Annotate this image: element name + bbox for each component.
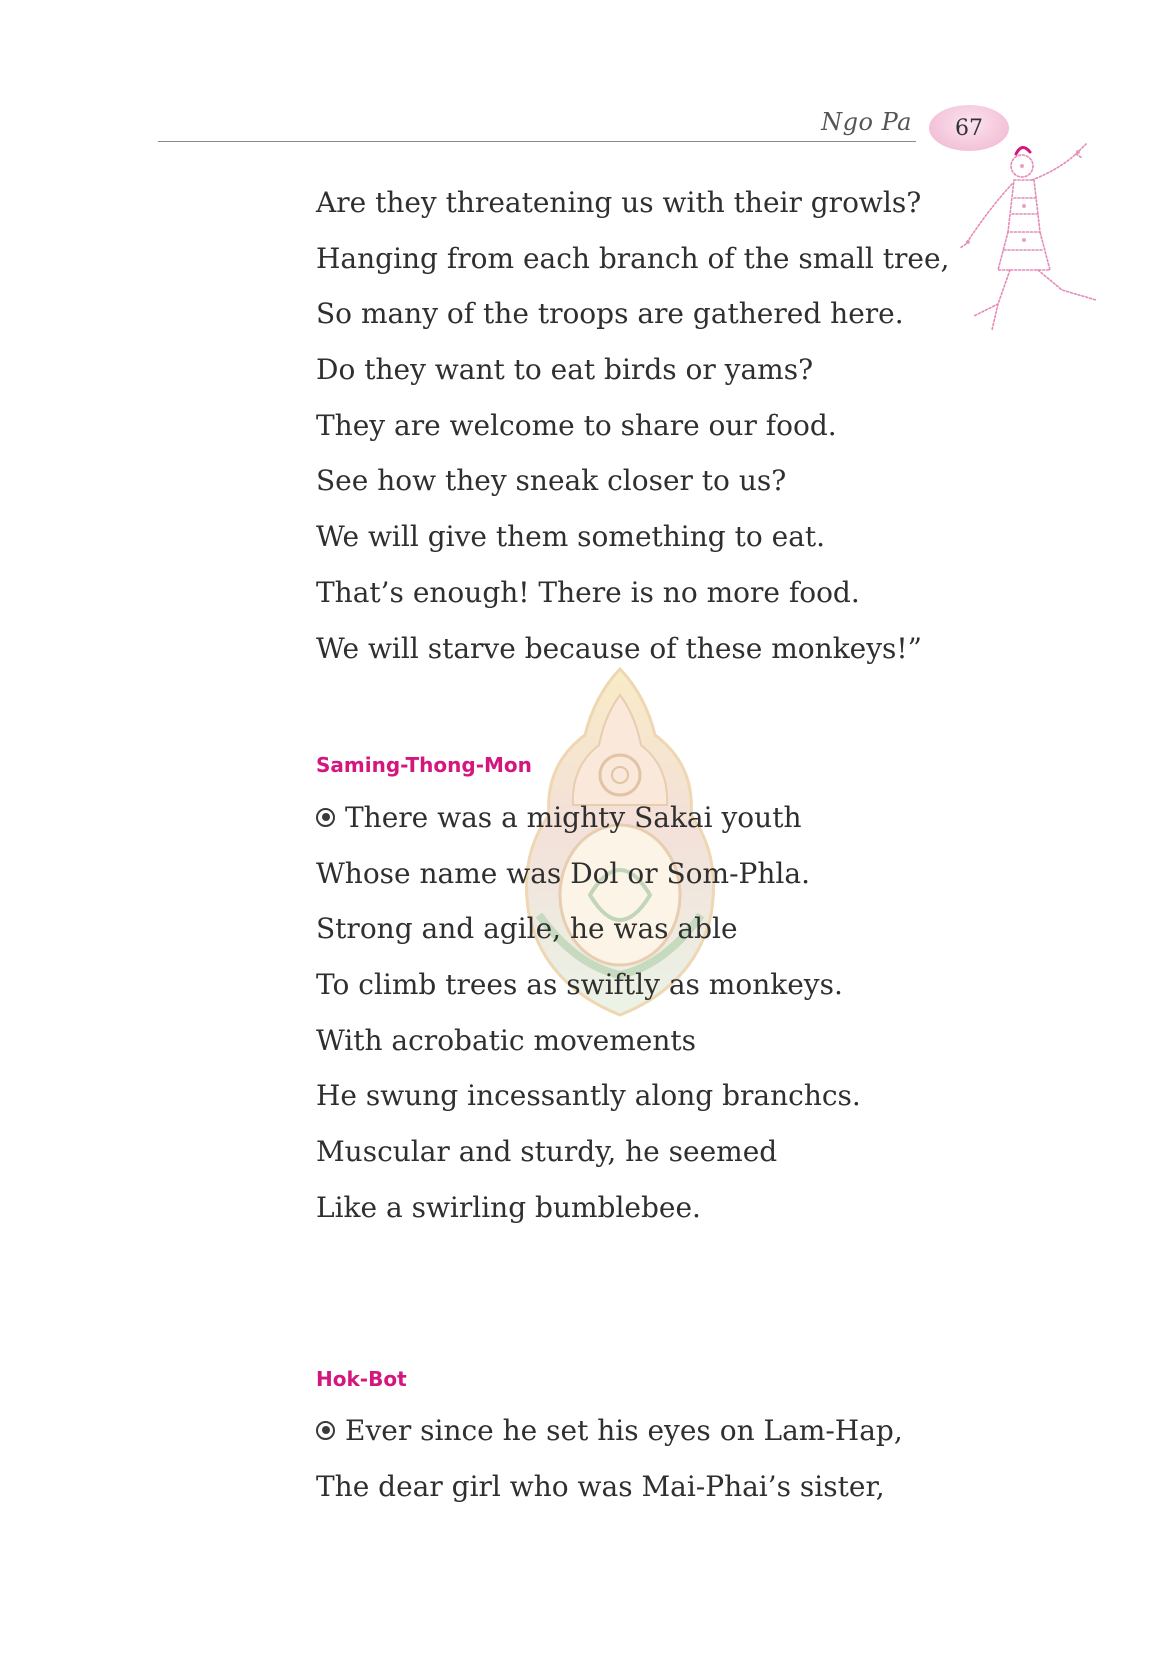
verse-line: Muscular and sturdy, he seemed xyxy=(316,1135,778,1169)
verse-line: That’s enough! There is no more food. xyxy=(316,575,860,609)
verse-line xyxy=(316,1403,936,1459)
circled-dot-bullet-icon xyxy=(316,1421,335,1440)
speaker-heading: Hok-Bot xyxy=(316,1367,407,1391)
verse-line: Whose name was Dol or Som-Phla. xyxy=(316,856,810,890)
header-rule xyxy=(158,141,916,142)
verse-line xyxy=(316,790,936,846)
running-title: Ngo Pa xyxy=(821,108,912,136)
verse-line: Do they want to eat birds or yams? xyxy=(316,353,814,387)
speaker-heading: Saming-Thong-Mon xyxy=(316,753,532,777)
verse-line: Like a swirling bumblebee. xyxy=(316,1190,701,1224)
verse-text: There was a mighty Sakai youth xyxy=(345,801,802,834)
verse-line: They are welcome to share our food. xyxy=(316,408,837,442)
circled-dot-bullet-icon xyxy=(316,808,335,827)
stanza-2 xyxy=(316,790,936,1236)
stanza-3 xyxy=(316,1403,936,1514)
page-number: 67 xyxy=(955,115,983,141)
pink-dancer-illustration xyxy=(958,140,1118,350)
verse-line: The dear girl who was Mai-Phai’s sister, xyxy=(316,1469,885,1503)
verse-line: We will give them something to eat. xyxy=(316,520,826,554)
verse-line: He swung incessantly along branchcs. xyxy=(316,1079,861,1113)
stanza-1 xyxy=(316,175,950,676)
verse-line: So many of the troops are gathered here. xyxy=(316,297,904,331)
verse-line: We will starve because of these monkeys!” xyxy=(316,631,922,665)
verse-text: Ever since he set his eyes on Lam-Hap, xyxy=(345,1414,903,1447)
verse-line: Strong and agile, he was able xyxy=(316,912,738,946)
verse-line: With acrobatic movements xyxy=(316,1023,697,1057)
verse-line: Are they threatening us with their growls? xyxy=(316,186,922,219)
verse-line: Hanging from each branch of the small tree, xyxy=(316,241,950,275)
verse-line: To climb trees as swiftly as monkeys. xyxy=(316,968,843,1002)
verse-line: See how they sneak closer to us? xyxy=(316,464,787,498)
